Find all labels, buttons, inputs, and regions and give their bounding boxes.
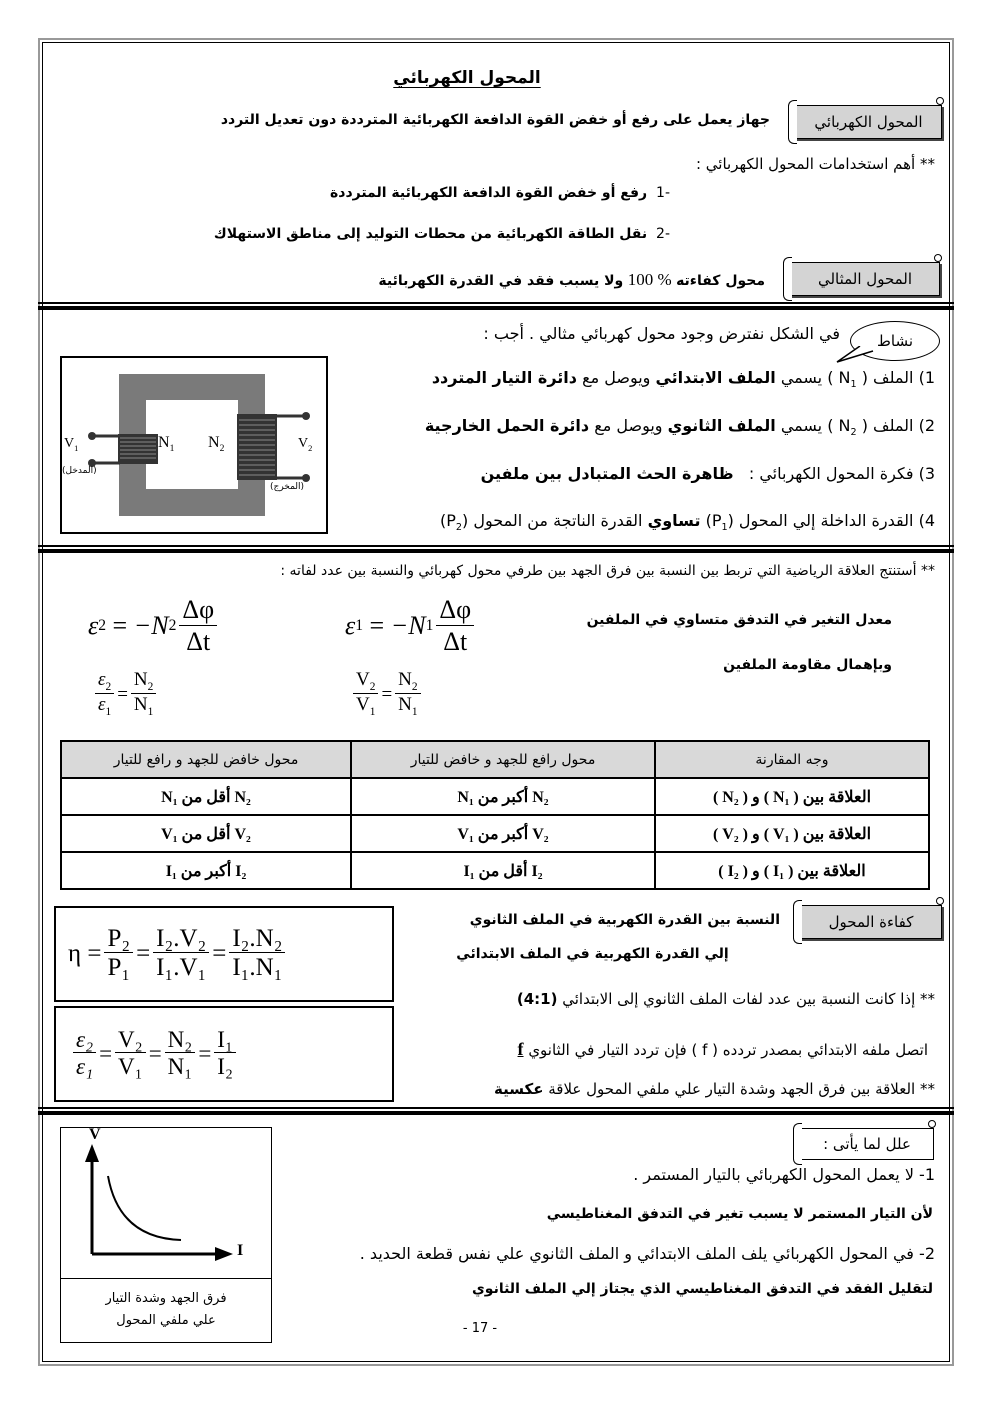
use-text: نقل الطاقة الكهربائية من محطات التوليد إلى مناطق الاستهلاك [213,226,648,242]
section-divider [38,302,954,310]
reason-question-2: 2- في المحول الكهربائي يلف الملف الابتدائي و الملف الثانوي علي نفس قطعة الحديد . [359,1244,935,1263]
page-title: المحول الكهربائي [393,68,541,88]
label-n2: $N_2$ [208,434,225,455]
ideal-text-a: محول كفاءته [676,273,765,289]
table-row [61,852,929,889]
efficiency-formula-box [54,906,394,1002]
section-divider [38,1107,954,1115]
item-number: 2) [918,416,935,435]
table-header: وجه المقارنة [655,741,929,778]
table-cell: العلاقة بين ( V₁ ) و ( V₂ ) [655,815,929,852]
activity-item-4: 4) القدرة الداخلة إلي المحول $(P_1)$ تساوي القدرة الناتجة من المحول $(P_2)$ [440,511,935,534]
table-cell: N₂ أكبر من N₁ [351,778,655,815]
activity-intro: في الشكل نفترض وجود محول كهربائي مثالي . أجب : [483,324,840,343]
note-text: اتصل ملفه الابتدائي بمصدر تردده ( f ) فإن تردد التيار في الثانوي [528,1041,928,1059]
table-header: محول خافض للجهد و رافع للتيار [61,741,351,778]
table-cell: العلاقة بين ( I₁ ) و ( I₂ ) [655,852,929,889]
table-header-row [61,741,929,778]
primary-coil-icon [88,432,158,467]
item-answer: الملف الابتدائي [655,368,776,387]
label-input: (المدخل) [62,466,97,476]
label-n1: $N_1$ [158,434,175,455]
derivation-heading: ** أستنتج العلاقة الرياضية التي تربط بين النسبة بين فرق الجهد بين طرفي محول كهربائي والنسبة بين عدد لفاته : [280,563,935,579]
transformer-diagram-icon [62,358,326,532]
efficiency-note-2 [400,1039,928,1060]
y-axis-label: V [89,1126,101,1143]
inverse-curve [108,1176,181,1240]
uses-heading: ** أهم استخدامات المحول الكهربائي : [695,155,935,173]
item-mid: ) [705,511,712,530]
transformer-figure [60,356,328,534]
comparison-table [60,740,930,890]
note-text: ** إذا كانت النسبة بين عدد لفات الملف الثانوي إلى الابتدائي [562,990,935,1008]
table-cell: V₂ أقل من V₁ [61,815,351,852]
item-sub: 2 [455,522,463,534]
item-pre: الملف ( N [838,368,914,387]
efficiency-note-3 [400,1080,935,1098]
label-ideal-transformer: المحول المثالي [790,262,940,296]
item-mid2: ويوصل مع [594,416,663,435]
item-mid2: القدرة الناتجة من المحول (P [446,511,643,530]
label-v1: $V_1$ [64,436,79,453]
use-number: -1 [656,185,670,201]
item-sub: 1 [850,379,857,391]
reason-answer-1: لأن التيار المستمر لا يسبب تغير في التدفق المغناطيسي [546,1206,933,1222]
derivation-note-2: وبإهمال مقاومة الملفين [723,657,892,673]
caption-line: علي ملفي المحول [116,1313,216,1328]
activity-item-3 [340,464,935,483]
item-sub: 2 [850,427,857,439]
page-number: - 17 - [462,1321,498,1336]
label-transformer: المحول الكهربائي [795,105,942,139]
item-answer: الملف الثانوي [667,416,776,435]
table-cell: V₂ أكبر من V₁ [351,815,655,852]
table-row [61,815,929,852]
equation-emf-2: ε 2 = −N 2 $\frac{\Delta\varphi}{\Delta t}$ [88,596,220,657]
table-cell: I₂ أقل من I₁ [351,852,655,889]
table-header: محول رافع للجهد و خافض للتيار [351,741,655,778]
activity-item-2 [340,416,935,438]
efficiency-definition-1: النسبة بين القدرة الكهربية في الملف الثانوي [469,912,780,928]
graph-caption [61,1288,271,1332]
use-item-1 [200,185,670,201]
section-divider [38,545,954,553]
bubble-tail-icon [835,346,875,366]
item-pre: الملف ( N [838,416,914,435]
activity-badge-label: نشاط [877,332,913,350]
efficiency-definition-2: إلي القدرة الكهربية في الملف الابتدائي [456,946,729,962]
table-cell: N₂ أقل من N₁ [61,778,351,815]
equation-emf-1: ε 1 = −N 1 $\frac{\Delta\varphi}{\Delta t}$ [345,596,477,657]
label-efficiency: كفاءة المحول [800,905,942,939]
item-mid: ) يسمي [780,416,839,435]
item-answer-2: دائرة الحمل الخارجية [424,416,590,435]
table-row [61,778,929,815]
efficiency-formula: η = $\frac{\text{P₂}}{\text{P₁}}$ = $\frac{\text{I₂.V₂}}{\text{I₁.V₁}}$ = $\frac{\text{I₂.N₂}}{\text{I₁.N₁}}$ [56,908,392,1000]
item-number: 4) [918,511,935,530]
ratio-formula-box [54,1006,394,1102]
reason-answer-2: لتقليل الفقد في التدفق المغناطيسي الذي يجتاز إلي الملف الثانوي [471,1281,933,1297]
derivation-note-1: معدل التغير في التدفق متساوي في الملفين [586,612,892,628]
x-axis-label: I [237,1242,244,1259]
label-reasons: علل لما يأتى : [800,1128,934,1160]
use-item-2 [100,226,670,242]
equation-voltage-ratio: $\frac{V_2}{V_1}$ = $\frac{N_2}{N_1}$ [350,670,424,720]
ideal-definition [280,270,765,290]
item-number: 1) [918,368,935,387]
ideal-efficiency-value: 100 % [627,270,672,289]
turns-ratio: (4:1) [516,990,558,1008]
table-cell: العلاقة بين ( N₁ ) و ( N₂ ) [655,778,929,815]
activity-item-1 [340,368,935,390]
equation-emf-ratio: $\frac{\varepsilon_2}{\varepsilon_1}$ = $\frac{N_2}{N_1}$ [92,670,159,720]
label-v2: $V_2$ [298,436,313,453]
use-number: -2 [656,226,670,242]
table-cell: I₂ أكبر من I₁ [61,852,351,889]
item-number: 3) [918,464,935,483]
item-pre: فكرة المحول الكهربائي : [748,464,914,483]
vi-graph-figure [60,1127,272,1343]
label-output: (المخرج) [270,482,305,492]
item-sub: 1 [721,522,728,534]
transformer-definition: جهاز يعمل على رفع أو خفض القوة الدافعة الكهربائية المترددة دون تعديل التردد [220,112,770,128]
ideal-text-b: ولا يسبب فقد في القدرة الكهربائية [378,273,624,289]
use-text: رفع أو خفض القوة الدافعة الكهربائية المترددة [330,185,648,201]
item-answer: تساوي [647,511,701,530]
item-pre: القدرة الداخلة إلي المحول (P [711,511,914,530]
item-mid: ) يسمي [780,368,839,387]
ratio-formula: $\frac{\text{ε₂}}{\text{ε₁}}$ = $\frac{\text{V₂}}{\text{V₁}}$ = $\frac{\text{N₂}}{\text{N₁}}$ = $\frac{\text{I₁}}{\text{I₂}}$ [56,1008,392,1100]
reason-question-1: 1- لا يعمل المحول الكهربائي بالتيار المستمر . [633,1165,935,1184]
relation-answer: عكسية [494,1080,544,1098]
efficiency-note-1 [400,990,935,1008]
item-answer: ظاهرة الحث المتبادل بين ملفين [480,464,734,483]
item-mid2: ويوصل مع [582,368,651,387]
item-answer-2: دائرة التيار المتردد [431,368,577,387]
note-text: ** العلاقة بين فرق الجهد وشدة التيار علي ملفي المحول علاقة [548,1080,935,1098]
caption-line: فرق الجهد وشدة التيار [105,1291,227,1306]
frequency-answer: f [517,1039,524,1059]
